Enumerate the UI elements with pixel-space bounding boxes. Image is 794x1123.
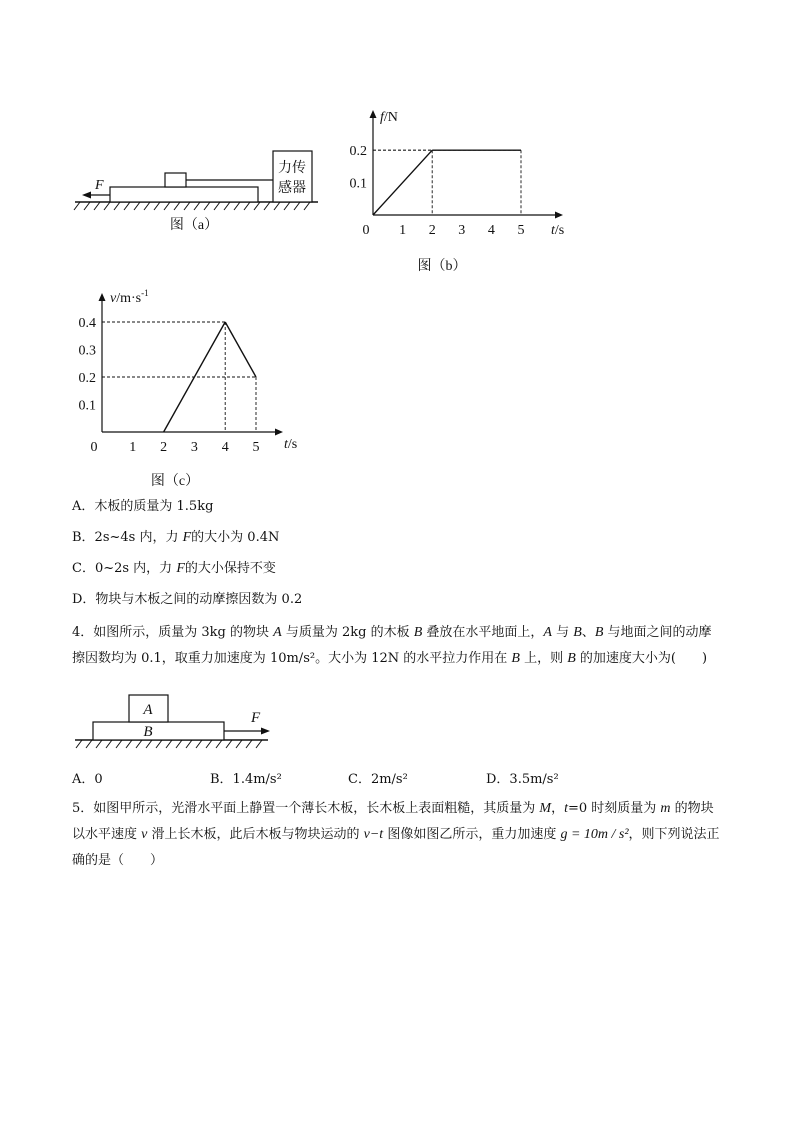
x-tick-label: 2 xyxy=(428,223,436,238)
figure-c-chart xyxy=(0,0,794,500)
y-tick-label: 0.3 xyxy=(78,343,96,359)
y-tick-label: 0.1 xyxy=(78,398,96,414)
y-tick-label: 0.1 xyxy=(349,176,367,192)
y-axis-arrow xyxy=(99,293,106,301)
x-axis-arrow xyxy=(275,429,283,436)
sensor-label-2: 感器 xyxy=(278,181,306,196)
x-tick-label: 1 xyxy=(399,223,407,238)
y-tick-label: 0.2 xyxy=(78,371,96,386)
x-tick-label: 0 xyxy=(90,440,98,455)
figure-c-caption: 图（c） xyxy=(150,474,200,489)
y-tick-label: 0.2 xyxy=(349,144,367,160)
q4-figure xyxy=(0,680,794,760)
series-segment xyxy=(225,322,256,377)
q5-stem: 5．如图甲所示，光滑水平面上静置一个薄长木板，长木板上表面粗糙，其质量为 M，t=0 时刻质量为 m 的物块以水平速度 v 滑上长木板，此后木板与物块运动的 v−t 图像如图乙所示，重力加速度 g = 10m / s²，则下列说法正确的是（ ） xyxy=(72,801,720,868)
x-axis-label: t/s xyxy=(551,223,565,238)
x-tick-label: 4 xyxy=(487,223,495,238)
figure-a-caption: 图（a） xyxy=(169,218,219,233)
x-tick-label: 5 xyxy=(252,440,260,455)
q3-option-a: A．木板的质量为 1.5kg xyxy=(72,499,214,514)
q4-option-d: D．3.5m/s² xyxy=(486,772,559,787)
y-axis-label: $v/m\cdot s^{-1}$ xyxy=(110,288,149,306)
y-axis-label: f/N xyxy=(380,110,398,125)
force-arrow-head xyxy=(261,728,270,735)
figure-b-caption: 图（b） xyxy=(417,259,467,274)
board-b xyxy=(93,722,224,740)
x-tick-label: 3 xyxy=(458,223,466,238)
x-tick-label: 3 xyxy=(190,440,198,455)
x-axis-label: t/s xyxy=(284,437,298,452)
y-tick-label: 0.4 xyxy=(78,316,96,331)
q3-option-d: D．物块与木板之间的动摩擦因数为 0.2 xyxy=(72,592,303,607)
q3-option-b: B．2s~4s 内，力 F的大小为 0.4N xyxy=(72,530,280,545)
q4-option-a: A．0 xyxy=(72,772,103,787)
x-tick-label: 4 xyxy=(221,440,229,455)
q3-option-c: C．0~2s 内，力 F的大小保持不变 xyxy=(72,561,276,576)
board-b-label: B xyxy=(143,724,153,740)
q4-option-b: B．1.4m/s² xyxy=(210,772,282,787)
q4-stem: 4．如图所示，质量为 3kg 的物块 A 与质量为 2kg 的木板 B 叠放在水平地面上，A 与 B、B 与地面之间的动摩擦因数均为 0.1，取重力加速度为 10m/s²。大小为 12N 的水平拉力作用在 B 上，则 B 的加速度大小为( ) xyxy=(72,625,712,666)
force-label: F xyxy=(251,710,261,726)
x-tick-label: 5 xyxy=(517,223,525,238)
q4-option-c: C．2m/s² xyxy=(348,772,408,787)
block-a-label: A xyxy=(143,702,153,718)
ground-hatching xyxy=(76,740,262,748)
force-label: F xyxy=(95,178,104,193)
x-tick-label: 2 xyxy=(160,440,168,455)
sensor-label-1: 力传 xyxy=(278,161,306,176)
x-tick-label: 0 xyxy=(362,223,370,238)
x-tick-label: 1 xyxy=(129,440,137,455)
